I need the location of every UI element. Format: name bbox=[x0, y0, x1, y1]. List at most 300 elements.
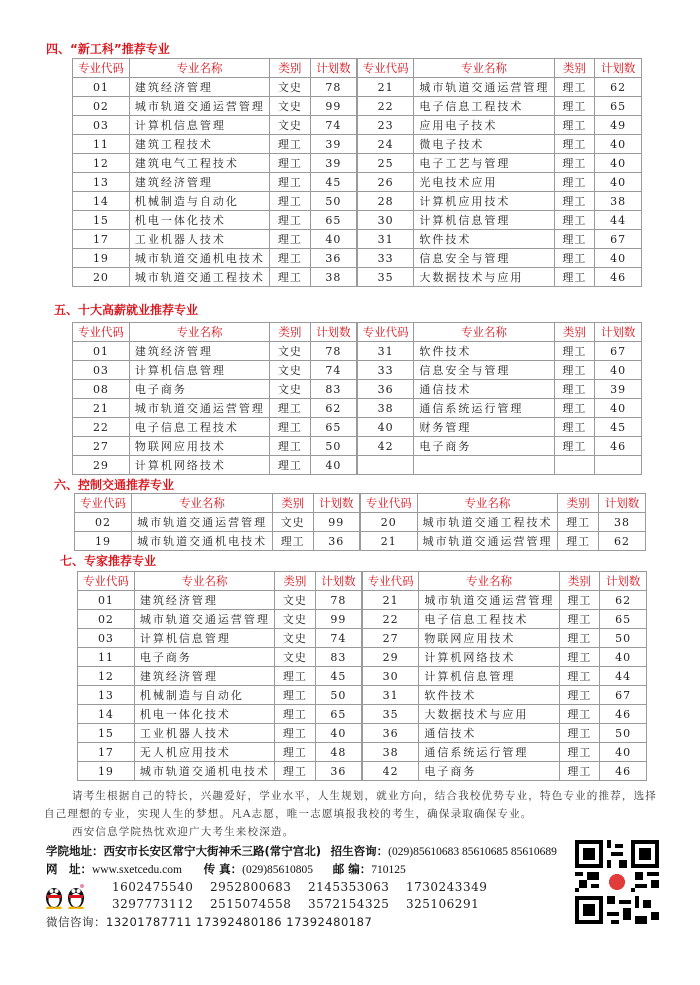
major-name: 通信技术 bbox=[419, 724, 559, 743]
plan-count: 40 bbox=[595, 135, 642, 154]
major-code: 12 bbox=[73, 154, 130, 173]
major-code: 38 bbox=[357, 399, 414, 418]
major-code: 40 bbox=[357, 418, 414, 437]
fax-value: (029)85610805 bbox=[242, 864, 314, 876]
header-name: 专业名称 bbox=[414, 323, 554, 342]
table-header-row bbox=[78, 572, 647, 591]
major-name: 城市轨道交通运营管理 bbox=[134, 610, 274, 629]
header-type: 类别 bbox=[559, 572, 600, 591]
plan-count: 99 bbox=[315, 610, 362, 629]
major-name: 无人机应用技术 bbox=[134, 743, 274, 762]
major-code: 15 bbox=[73, 211, 130, 230]
plan-count: 50 bbox=[315, 686, 362, 705]
major-name: 信息安全与管理 bbox=[414, 361, 554, 380]
major-name: 电子商务 bbox=[419, 762, 559, 781]
major-code: 17 bbox=[78, 743, 135, 762]
header-code: 专业代码 bbox=[75, 494, 132, 513]
qq-number: 1730243349 bbox=[406, 880, 488, 894]
plan-count: 38 bbox=[599, 513, 646, 532]
plan-count: 74 bbox=[310, 361, 357, 380]
qq-number: 2952800683 bbox=[210, 880, 292, 894]
major-name: 计算机信息管理 bbox=[419, 667, 559, 686]
plan-count: 99 bbox=[310, 97, 357, 116]
header-plan: 计划数 bbox=[599, 494, 646, 513]
table-row bbox=[78, 667, 647, 686]
table-row bbox=[73, 249, 642, 268]
major-code: 03 bbox=[73, 361, 130, 380]
plan-count: 46 bbox=[595, 437, 642, 456]
major-name: 工业机器人技术 bbox=[129, 230, 269, 249]
major-type: 理工 bbox=[275, 667, 316, 686]
plan-count: 65 bbox=[315, 705, 362, 724]
major-name: 电子商务 bbox=[134, 648, 274, 667]
header-code: 专业代码 bbox=[362, 572, 419, 591]
header-code: 专业代码 bbox=[357, 323, 414, 342]
major-type: 理工 bbox=[559, 724, 600, 743]
major-code: 14 bbox=[73, 192, 130, 211]
header-name: 专业名称 bbox=[129, 59, 269, 78]
major-code: 03 bbox=[78, 629, 135, 648]
major-type: 文史 bbox=[275, 629, 316, 648]
major-code: 02 bbox=[73, 97, 130, 116]
plan-count: 74 bbox=[310, 116, 357, 135]
plan-count: 67 bbox=[595, 342, 642, 361]
section-title-new-engineering: 四、“新工科”推荐专业 bbox=[46, 42, 170, 56]
major-type: 理工 bbox=[558, 513, 599, 532]
header-plan: 计划数 bbox=[315, 572, 362, 591]
header-code: 专业代码 bbox=[360, 494, 417, 513]
major-type: 理工 bbox=[270, 230, 311, 249]
header-type: 类别 bbox=[270, 59, 311, 78]
major-name: 计算机信息管理 bbox=[129, 361, 269, 380]
table-header-row bbox=[73, 59, 642, 78]
plan-count: 67 bbox=[595, 230, 642, 249]
plan-count: 78 bbox=[310, 342, 357, 361]
header-type: 类别 bbox=[554, 59, 595, 78]
major-type: 理工 bbox=[554, 116, 595, 135]
table-row bbox=[73, 230, 642, 249]
major-name: 大数据技术与应用 bbox=[419, 705, 559, 724]
plan-count: 83 bbox=[310, 380, 357, 399]
major-name: 工业机器人技术 bbox=[134, 724, 274, 743]
plan-count: 36 bbox=[310, 249, 357, 268]
major-type: 理工 bbox=[270, 192, 311, 211]
major-type: 理工 bbox=[559, 648, 600, 667]
major-name: 城市轨道交通运营管理 bbox=[419, 591, 559, 610]
qq-row-2 bbox=[112, 897, 479, 911]
major-name: 微电子技术 bbox=[414, 135, 554, 154]
major-type: 理工 bbox=[559, 591, 600, 610]
major-code: 28 bbox=[357, 192, 414, 211]
major-type: 理工 bbox=[270, 456, 311, 475]
table-expert bbox=[77, 571, 647, 781]
major-type: 理工 bbox=[559, 667, 600, 686]
table-row bbox=[78, 686, 647, 705]
plan-count: 83 bbox=[315, 648, 362, 667]
major-type: 理工 bbox=[559, 743, 600, 762]
major-name: 城市轨道交通运营管理 bbox=[132, 513, 273, 532]
major-type: 理工 bbox=[559, 762, 600, 781]
major-type: 理工 bbox=[275, 686, 316, 705]
table-row bbox=[73, 268, 642, 287]
major-name: 建筑经济管理 bbox=[129, 173, 269, 192]
header-name: 专业名称 bbox=[417, 494, 558, 513]
section-title-traffic: 六、控制交通推荐专业 bbox=[54, 478, 175, 492]
major-name: 计算机信息管理 bbox=[134, 629, 274, 648]
major-code: 25 bbox=[357, 154, 414, 173]
website-link[interactable]: www.sxetcedu.com bbox=[92, 864, 182, 876]
plan-count: 65 bbox=[595, 97, 642, 116]
major-type: 理工 bbox=[554, 437, 595, 456]
table-row bbox=[73, 78, 642, 97]
major-code: 22 bbox=[362, 610, 419, 629]
major-name: 通信系统运行管理 bbox=[419, 743, 559, 762]
plan-count: 38 bbox=[310, 268, 357, 287]
wechat-label: 微信咨询： bbox=[46, 915, 106, 929]
major-name: 软件技术 bbox=[414, 342, 554, 361]
header-code: 专业代码 bbox=[73, 59, 130, 78]
plan-count: 36 bbox=[313, 532, 360, 551]
major-code: 35 bbox=[362, 705, 419, 724]
header-name: 专业名称 bbox=[132, 494, 273, 513]
major-code: 24 bbox=[357, 135, 414, 154]
table-row bbox=[73, 135, 642, 154]
major-type: 理工 bbox=[554, 361, 595, 380]
table-row bbox=[73, 380, 642, 399]
major-type: 理工 bbox=[270, 211, 311, 230]
major-code: 03 bbox=[73, 116, 130, 135]
major-code: 22 bbox=[357, 97, 414, 116]
address-value: 西安市长安区常宁大街神禾三路(常宁宫北) bbox=[103, 844, 322, 858]
table-row bbox=[73, 361, 642, 380]
major-code: 22 bbox=[73, 418, 130, 437]
address-label: 学院地址： bbox=[46, 844, 104, 858]
major-type: 理工 bbox=[554, 97, 595, 116]
header-plan: 计划数 bbox=[310, 59, 357, 78]
major-code: 13 bbox=[78, 686, 135, 705]
major-type: 理工 bbox=[554, 135, 595, 154]
major-type: 理工 bbox=[270, 173, 311, 192]
major-code: 02 bbox=[75, 513, 132, 532]
table-traffic bbox=[74, 493, 646, 551]
plan-count: 46 bbox=[600, 762, 647, 781]
major-type: 文史 bbox=[270, 116, 311, 135]
major-name: 城市轨道交通运营管理 bbox=[129, 399, 269, 418]
major-type: 文史 bbox=[270, 342, 311, 361]
plan-count: 40 bbox=[595, 361, 642, 380]
major-name: 电子商务 bbox=[129, 380, 269, 399]
major-type: 理工 bbox=[559, 610, 600, 629]
major-name: 机械制造与自动化 bbox=[129, 192, 269, 211]
table-row bbox=[73, 418, 642, 437]
header-type: 类别 bbox=[558, 494, 599, 513]
header-code: 专业代码 bbox=[78, 572, 135, 591]
major-name: 物联网应用技术 bbox=[419, 629, 559, 648]
major-type: 理工 bbox=[554, 78, 595, 97]
plan-count: 62 bbox=[310, 399, 357, 418]
major-code: 01 bbox=[73, 78, 130, 97]
plan-count: 38 bbox=[595, 192, 642, 211]
plan-count: 40 bbox=[595, 173, 642, 192]
major-name: 应用电子技术 bbox=[414, 116, 554, 135]
major-type: 理工 bbox=[554, 418, 595, 437]
plan-count: 48 bbox=[315, 743, 362, 762]
major-code: 36 bbox=[362, 724, 419, 743]
major-name: 城市轨道交通机电技术 bbox=[134, 762, 274, 781]
major-code: 02 bbox=[78, 610, 135, 629]
header-name: 专业名称 bbox=[134, 572, 274, 591]
table-row bbox=[73, 173, 642, 192]
plan-count: 44 bbox=[595, 211, 642, 230]
plan-count: 62 bbox=[599, 532, 646, 551]
major-code: 11 bbox=[78, 648, 135, 667]
major-type: 文史 bbox=[270, 361, 311, 380]
major-type: 文史 bbox=[270, 97, 311, 116]
qq-number: 1602475540 bbox=[112, 880, 194, 894]
table-row bbox=[78, 724, 647, 743]
major-code: 29 bbox=[73, 456, 130, 475]
header-code: 专业代码 bbox=[73, 323, 130, 342]
major-code: 19 bbox=[73, 249, 130, 268]
major-code: 23 bbox=[357, 116, 414, 135]
plan-count: 40 bbox=[595, 249, 642, 268]
major-type bbox=[554, 456, 595, 475]
plan-count: 40 bbox=[310, 456, 357, 475]
plan-count: 40 bbox=[315, 724, 362, 743]
header-plan: 计划数 bbox=[310, 323, 357, 342]
plan-count: 65 bbox=[310, 418, 357, 437]
major-code: 21 bbox=[357, 78, 414, 97]
plan-count: 65 bbox=[600, 610, 647, 629]
major-type: 理工 bbox=[554, 249, 595, 268]
plan-count: 50 bbox=[310, 437, 357, 456]
qq-penguin-icon bbox=[66, 883, 86, 909]
major-code: 42 bbox=[357, 437, 414, 456]
major-name: 大数据技术与应用 bbox=[414, 268, 554, 287]
major-code: 19 bbox=[78, 762, 135, 781]
header-name: 专业名称 bbox=[129, 323, 269, 342]
major-name: 光电技术应用 bbox=[414, 173, 554, 192]
major-name: 电子信息工程技术 bbox=[419, 610, 559, 629]
major-code: 27 bbox=[362, 629, 419, 648]
major-type: 文史 bbox=[275, 648, 316, 667]
major-name: 计算机应用技术 bbox=[414, 192, 554, 211]
major-code: 14 bbox=[78, 705, 135, 724]
major-name: 电子商务 bbox=[414, 437, 554, 456]
major-name: 建筑电气工程技术 bbox=[129, 154, 269, 173]
plan-count: 45 bbox=[595, 418, 642, 437]
plan-count: 39 bbox=[310, 135, 357, 154]
major-name: 信息安全与管理 bbox=[414, 249, 554, 268]
major-type: 理工 bbox=[554, 380, 595, 399]
major-name: 电子信息工程技术 bbox=[129, 418, 269, 437]
web-label: 网 址： bbox=[46, 862, 92, 876]
header-plan: 计划数 bbox=[595, 323, 642, 342]
table-row bbox=[73, 211, 642, 230]
major-code: 31 bbox=[362, 686, 419, 705]
header-name: 专业名称 bbox=[414, 59, 554, 78]
major-code: 15 bbox=[78, 724, 135, 743]
major-type: 理工 bbox=[270, 437, 311, 456]
major-type: 理工 bbox=[275, 743, 316, 762]
plan-count: 39 bbox=[595, 380, 642, 399]
table-row bbox=[73, 154, 642, 173]
major-code: 20 bbox=[73, 268, 130, 287]
qq-number: 2145353063 bbox=[308, 880, 390, 894]
table-row bbox=[75, 532, 646, 551]
major-type: 理工 bbox=[275, 705, 316, 724]
major-code: 08 bbox=[73, 380, 130, 399]
plan-count bbox=[595, 456, 642, 475]
plan-count: 45 bbox=[310, 173, 357, 192]
major-code: 01 bbox=[73, 342, 130, 361]
major-code: 26 bbox=[357, 173, 414, 192]
plan-count: 99 bbox=[313, 513, 360, 532]
major-type: 理工 bbox=[270, 268, 311, 287]
wechat-line bbox=[46, 914, 372, 930]
plan-count: 62 bbox=[595, 78, 642, 97]
major-code: 01 bbox=[78, 591, 135, 610]
plan-count: 67 bbox=[600, 686, 647, 705]
major-type: 理工 bbox=[554, 399, 595, 418]
major-code: 35 bbox=[357, 268, 414, 287]
enroll-label: 招生咨询： bbox=[330, 844, 389, 858]
major-type: 文史 bbox=[270, 78, 311, 97]
table-header-row bbox=[75, 494, 646, 513]
plan-count: 45 bbox=[315, 667, 362, 686]
plan-count: 62 bbox=[600, 591, 647, 610]
major-code: 30 bbox=[362, 667, 419, 686]
major-name: 城市轨道交通工程技术 bbox=[417, 513, 558, 532]
major-code: 21 bbox=[360, 532, 417, 551]
major-name: 机电一体化技术 bbox=[134, 705, 274, 724]
qq-penguin-icon bbox=[44, 883, 64, 909]
major-name: 城市轨道交通运营管理 bbox=[129, 97, 269, 116]
major-code: 42 bbox=[362, 762, 419, 781]
zip-label: 邮 编： bbox=[332, 862, 372, 876]
major-name: 通信系统运行管理 bbox=[414, 399, 554, 418]
table-row bbox=[78, 762, 647, 781]
major-type: 文史 bbox=[270, 380, 311, 399]
major-type: 理工 bbox=[554, 192, 595, 211]
plan-count: 50 bbox=[600, 724, 647, 743]
major-code bbox=[357, 456, 414, 475]
table-header-row bbox=[73, 323, 642, 342]
major-type: 理工 bbox=[272, 532, 313, 551]
major-name: 电子信息工程技术 bbox=[414, 97, 554, 116]
qq-number: 3572154325 bbox=[308, 897, 390, 911]
header-type: 类别 bbox=[272, 494, 313, 513]
major-name: 建筑经济管理 bbox=[129, 78, 269, 97]
major-type: 理工 bbox=[554, 342, 595, 361]
major-name: 城市轨道交通机电技术 bbox=[129, 249, 269, 268]
header-plan: 计划数 bbox=[595, 59, 642, 78]
table-row bbox=[75, 513, 646, 532]
major-type: 理工 bbox=[270, 249, 311, 268]
qr-code[interactable] bbox=[575, 840, 659, 924]
header-type: 类别 bbox=[275, 572, 316, 591]
major-name: 城市轨道交通运营管理 bbox=[414, 78, 554, 97]
table-row bbox=[78, 743, 647, 762]
major-name: 城市轨道交通机电技术 bbox=[132, 532, 273, 551]
plan-count: 46 bbox=[600, 705, 647, 724]
major-name: 软件技术 bbox=[419, 686, 559, 705]
major-name: 建筑经济管理 bbox=[129, 342, 269, 361]
header-code: 专业代码 bbox=[357, 59, 414, 78]
major-type: 理工 bbox=[558, 532, 599, 551]
major-code: 20 bbox=[360, 513, 417, 532]
major-code: 31 bbox=[357, 230, 414, 249]
major-name: 电子工艺与管理 bbox=[414, 154, 554, 173]
major-name: 城市轨道交通运营管理 bbox=[417, 532, 558, 551]
major-name: 城市轨道交通工程技术 bbox=[129, 268, 269, 287]
note-line-2: 自己理想的专业，实现人生的梦想。凡A志愿，唯一志愿填报我校的考生，确保录取确保专业。 bbox=[44, 808, 533, 820]
qq-row-1 bbox=[112, 880, 487, 894]
plan-count: 40 bbox=[310, 230, 357, 249]
note-line-1: 请考生根据自己的特长，兴趣爱好，学业水平，人生规划，就业方向，结合我校优势专业，特色专业的推荐，选择 bbox=[72, 790, 657, 802]
zip-value: 710125 bbox=[371, 864, 406, 876]
header-plan: 计划数 bbox=[313, 494, 360, 513]
major-type: 理工 bbox=[554, 268, 595, 287]
major-type: 文史 bbox=[272, 513, 313, 532]
header-name: 专业名称 bbox=[419, 572, 559, 591]
plan-count: 78 bbox=[315, 591, 362, 610]
major-type: 文史 bbox=[275, 591, 316, 610]
major-code: 33 bbox=[357, 361, 414, 380]
major-type: 理工 bbox=[275, 762, 316, 781]
plan-count: 50 bbox=[310, 192, 357, 211]
major-code: 17 bbox=[73, 230, 130, 249]
major-name: 建筑经济管理 bbox=[134, 667, 274, 686]
table-row bbox=[78, 705, 647, 724]
major-code: 12 bbox=[78, 667, 135, 686]
table-row bbox=[73, 399, 642, 418]
major-type: 理工 bbox=[554, 154, 595, 173]
major-name: 机电一体化技术 bbox=[129, 211, 269, 230]
qq-number: 325106291 bbox=[406, 897, 480, 911]
major-name: 计算机网络技术 bbox=[129, 456, 269, 475]
table-row bbox=[78, 629, 647, 648]
wechat-numbers: 13201787711 17392480186 17392480187 bbox=[106, 915, 373, 929]
table-row bbox=[73, 192, 642, 211]
major-type: 理工 bbox=[554, 211, 595, 230]
plan-count: 50 bbox=[600, 629, 647, 648]
table-row bbox=[73, 116, 642, 135]
major-name: 财务管理 bbox=[414, 418, 554, 437]
table-high-salary bbox=[72, 322, 642, 475]
plan-count: 74 bbox=[315, 629, 362, 648]
plan-count: 65 bbox=[310, 211, 357, 230]
plan-count: 46 bbox=[595, 268, 642, 287]
major-name: 建筑工程技术 bbox=[129, 135, 269, 154]
plan-count: 49 bbox=[595, 116, 642, 135]
major-type: 理工 bbox=[270, 135, 311, 154]
major-name: 物联网应用技术 bbox=[129, 437, 269, 456]
major-code: 38 bbox=[362, 743, 419, 762]
major-type: 文史 bbox=[275, 610, 316, 629]
plan-count: 40 bbox=[600, 648, 647, 667]
major-name: 通信技术 bbox=[414, 380, 554, 399]
major-code: 30 bbox=[357, 211, 414, 230]
section-title-high-salary: 五、十大高薪就业推荐专业 bbox=[54, 303, 199, 317]
address-line bbox=[46, 843, 557, 859]
major-name: 计算机信息管理 bbox=[129, 116, 269, 135]
major-name: 建筑经济管理 bbox=[134, 591, 274, 610]
major-type: 理工 bbox=[275, 724, 316, 743]
major-code: 19 bbox=[75, 532, 132, 551]
table-row bbox=[73, 342, 642, 361]
major-code: 27 bbox=[73, 437, 130, 456]
